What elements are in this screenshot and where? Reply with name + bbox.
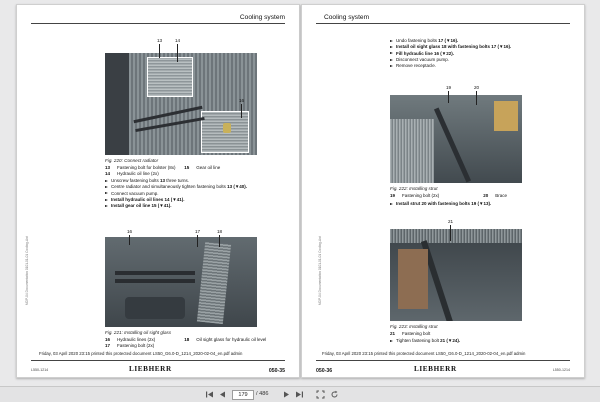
- instruction-step: Disconnect vacuum pump.: [390, 57, 511, 63]
- fig221-callout-18: 18: [217, 229, 223, 234]
- arrow-icon: [390, 40, 393, 42]
- legend-row: 14 Hydraulic oil line (2x): [105, 170, 159, 176]
- footer-rule: [316, 360, 570, 361]
- arrow-icon: [105, 192, 108, 194]
- previous-page-icon[interactable]: [218, 390, 227, 402]
- callout-line: [177, 44, 178, 62]
- fig220-caption: Fig. 220: Connect radiator: [105, 158, 159, 163]
- strut-photo-2: [390, 229, 522, 321]
- arrow-icon: [390, 203, 393, 205]
- instruction-step: Install hydraulic oil lines 14 (▼41).: [105, 197, 247, 203]
- instruction-step: Remove receptacle.: [390, 63, 511, 69]
- arrow-icon: [390, 52, 393, 54]
- instruction-step: Tighten fastening bolt 21 (▼24).: [390, 338, 460, 344]
- right-page: [301, 4, 585, 378]
- fullscreen-icon[interactable]: [316, 390, 325, 402]
- instruction-step: Install oil sight glass 18 with fastening bolts 17 (▼16).: [390, 44, 511, 50]
- last-page-icon[interactable]: [295, 390, 304, 402]
- arrow-icon: [390, 59, 393, 61]
- first-page-icon[interactable]: [205, 390, 214, 402]
- callout-line: [219, 235, 220, 247]
- fig220-callout-16: 16: [239, 98, 245, 103]
- fig220-callout-13: 13: [157, 38, 163, 43]
- fig220-callout-14: 14: [175, 38, 181, 43]
- legend-row: 21 Fastening bolt: [390, 331, 431, 336]
- fig220-steps: [105, 178, 247, 209]
- page-header: Cooling system: [324, 14, 370, 21]
- fig221-caption: Fig. 221: Installing oil sight glass: [105, 330, 172, 335]
- side-text: MDP-04 Documentation 0101-01-01 Cooling-Ant: [318, 236, 322, 305]
- rotate-icon[interactable]: [330, 390, 339, 402]
- print-footer: Friday, 03 April 2020 23:15 printed this protected document LS50_G6.0-D_1214_2020-02-04_en.pdf admin: [39, 351, 243, 356]
- page-number-input[interactable]: 179: [232, 390, 254, 400]
- legend-row: 16 Hydraulic lines (2x) 18 Oil sight glass for hydraulic oil level: [105, 337, 267, 342]
- instruction-step: Unscrew fastening bolts 13 three turns.: [105, 178, 247, 184]
- legend-row: 19 Fastening bolt (2x) 20 Brace: [390, 193, 508, 198]
- callout-line: [241, 104, 242, 118]
- side-text: MDP-04 Documentation 0101-01-01 Cooling-Ant: [25, 236, 29, 305]
- liebherr-logo: LIEBHERR: [414, 365, 457, 373]
- fig221-callout-16: 16: [127, 229, 133, 234]
- arrow-icon: [105, 186, 108, 188]
- callout-line: [129, 235, 130, 245]
- next-page-icon[interactable]: [282, 390, 291, 402]
- instruction-step: Install strut 20 with fastening bolts 19 (▼13).: [390, 201, 491, 207]
- radiator-photo: [105, 53, 257, 155]
- print-footer: Friday, 03 April 2020 23:15 printed this protected document LS50_G6.0-D_1214_2020-02-04_en.pdf admin: [322, 351, 526, 356]
- fig223-legend: [390, 331, 570, 337]
- legend-row: 13 Fastening bolt for bolster (8x) 15 Gear oil line: [105, 165, 221, 170]
- header-rule: [31, 23, 285, 24]
- fig221-legend: [105, 337, 285, 348]
- instruction-step: Connect vacuum pump.: [105, 191, 247, 197]
- left-page: [16, 4, 300, 378]
- arrow-icon: [390, 65, 393, 67]
- strut-photo: [390, 95, 522, 183]
- page-number: 050-35: [268, 368, 285, 374]
- top-steps: [390, 38, 511, 69]
- arrow-icon: [390, 46, 393, 48]
- page-total: / 486: [256, 391, 269, 397]
- instruction-step: Centre radiator and simultaneously tighten fastening bolts 13 (▼40).: [105, 184, 247, 190]
- fig223-steps: [390, 338, 460, 344]
- footer-rule: [31, 360, 285, 361]
- fig223-callout-21: 21: [448, 219, 454, 224]
- oil-sight-glass-photo: [105, 237, 257, 327]
- liebherr-logo: LIEBHERR: [129, 365, 172, 373]
- page-header: Cooling system: [239, 14, 285, 21]
- instruction-step: Undo fastening bolts 17 (▼16).: [390, 38, 511, 44]
- fig220-legend: [105, 165, 285, 176]
- page-number: 050-36: [316, 368, 333, 374]
- fig222-callout-20: 20: [474, 85, 480, 90]
- fig223-caption: Fig. 223: Installing strut: [390, 324, 438, 329]
- fig222-steps: [390, 201, 491, 207]
- header-rule: [316, 23, 570, 24]
- arrow-icon: [105, 205, 108, 207]
- document-code: L550-1214: [31, 368, 49, 372]
- callout-line: [197, 235, 198, 247]
- viewer-toolbar: [0, 386, 600, 402]
- arrow-icon: [390, 340, 393, 342]
- fig222-callout-19: 19: [446, 85, 452, 90]
- document-code: L550-1214: [552, 368, 570, 372]
- instruction-step: Install gear oil line 15 (▼41).: [105, 203, 247, 209]
- legend-row: 17 Fastening bolt (2x): [105, 342, 155, 348]
- arrow-icon: [105, 180, 108, 182]
- fig221-callout-17: 17: [195, 229, 201, 234]
- fig222-caption: Fig. 222: Installing strut: [390, 186, 438, 191]
- instruction-step: Fill hydraulic line 16 (▼22).: [390, 51, 511, 57]
- callout-line: [159, 44, 160, 58]
- arrow-icon: [105, 199, 108, 201]
- callout-line: [450, 225, 451, 241]
- callout-line: [476, 91, 477, 105]
- callout-line: [448, 91, 449, 103]
- fig222-legend: [390, 193, 570, 199]
